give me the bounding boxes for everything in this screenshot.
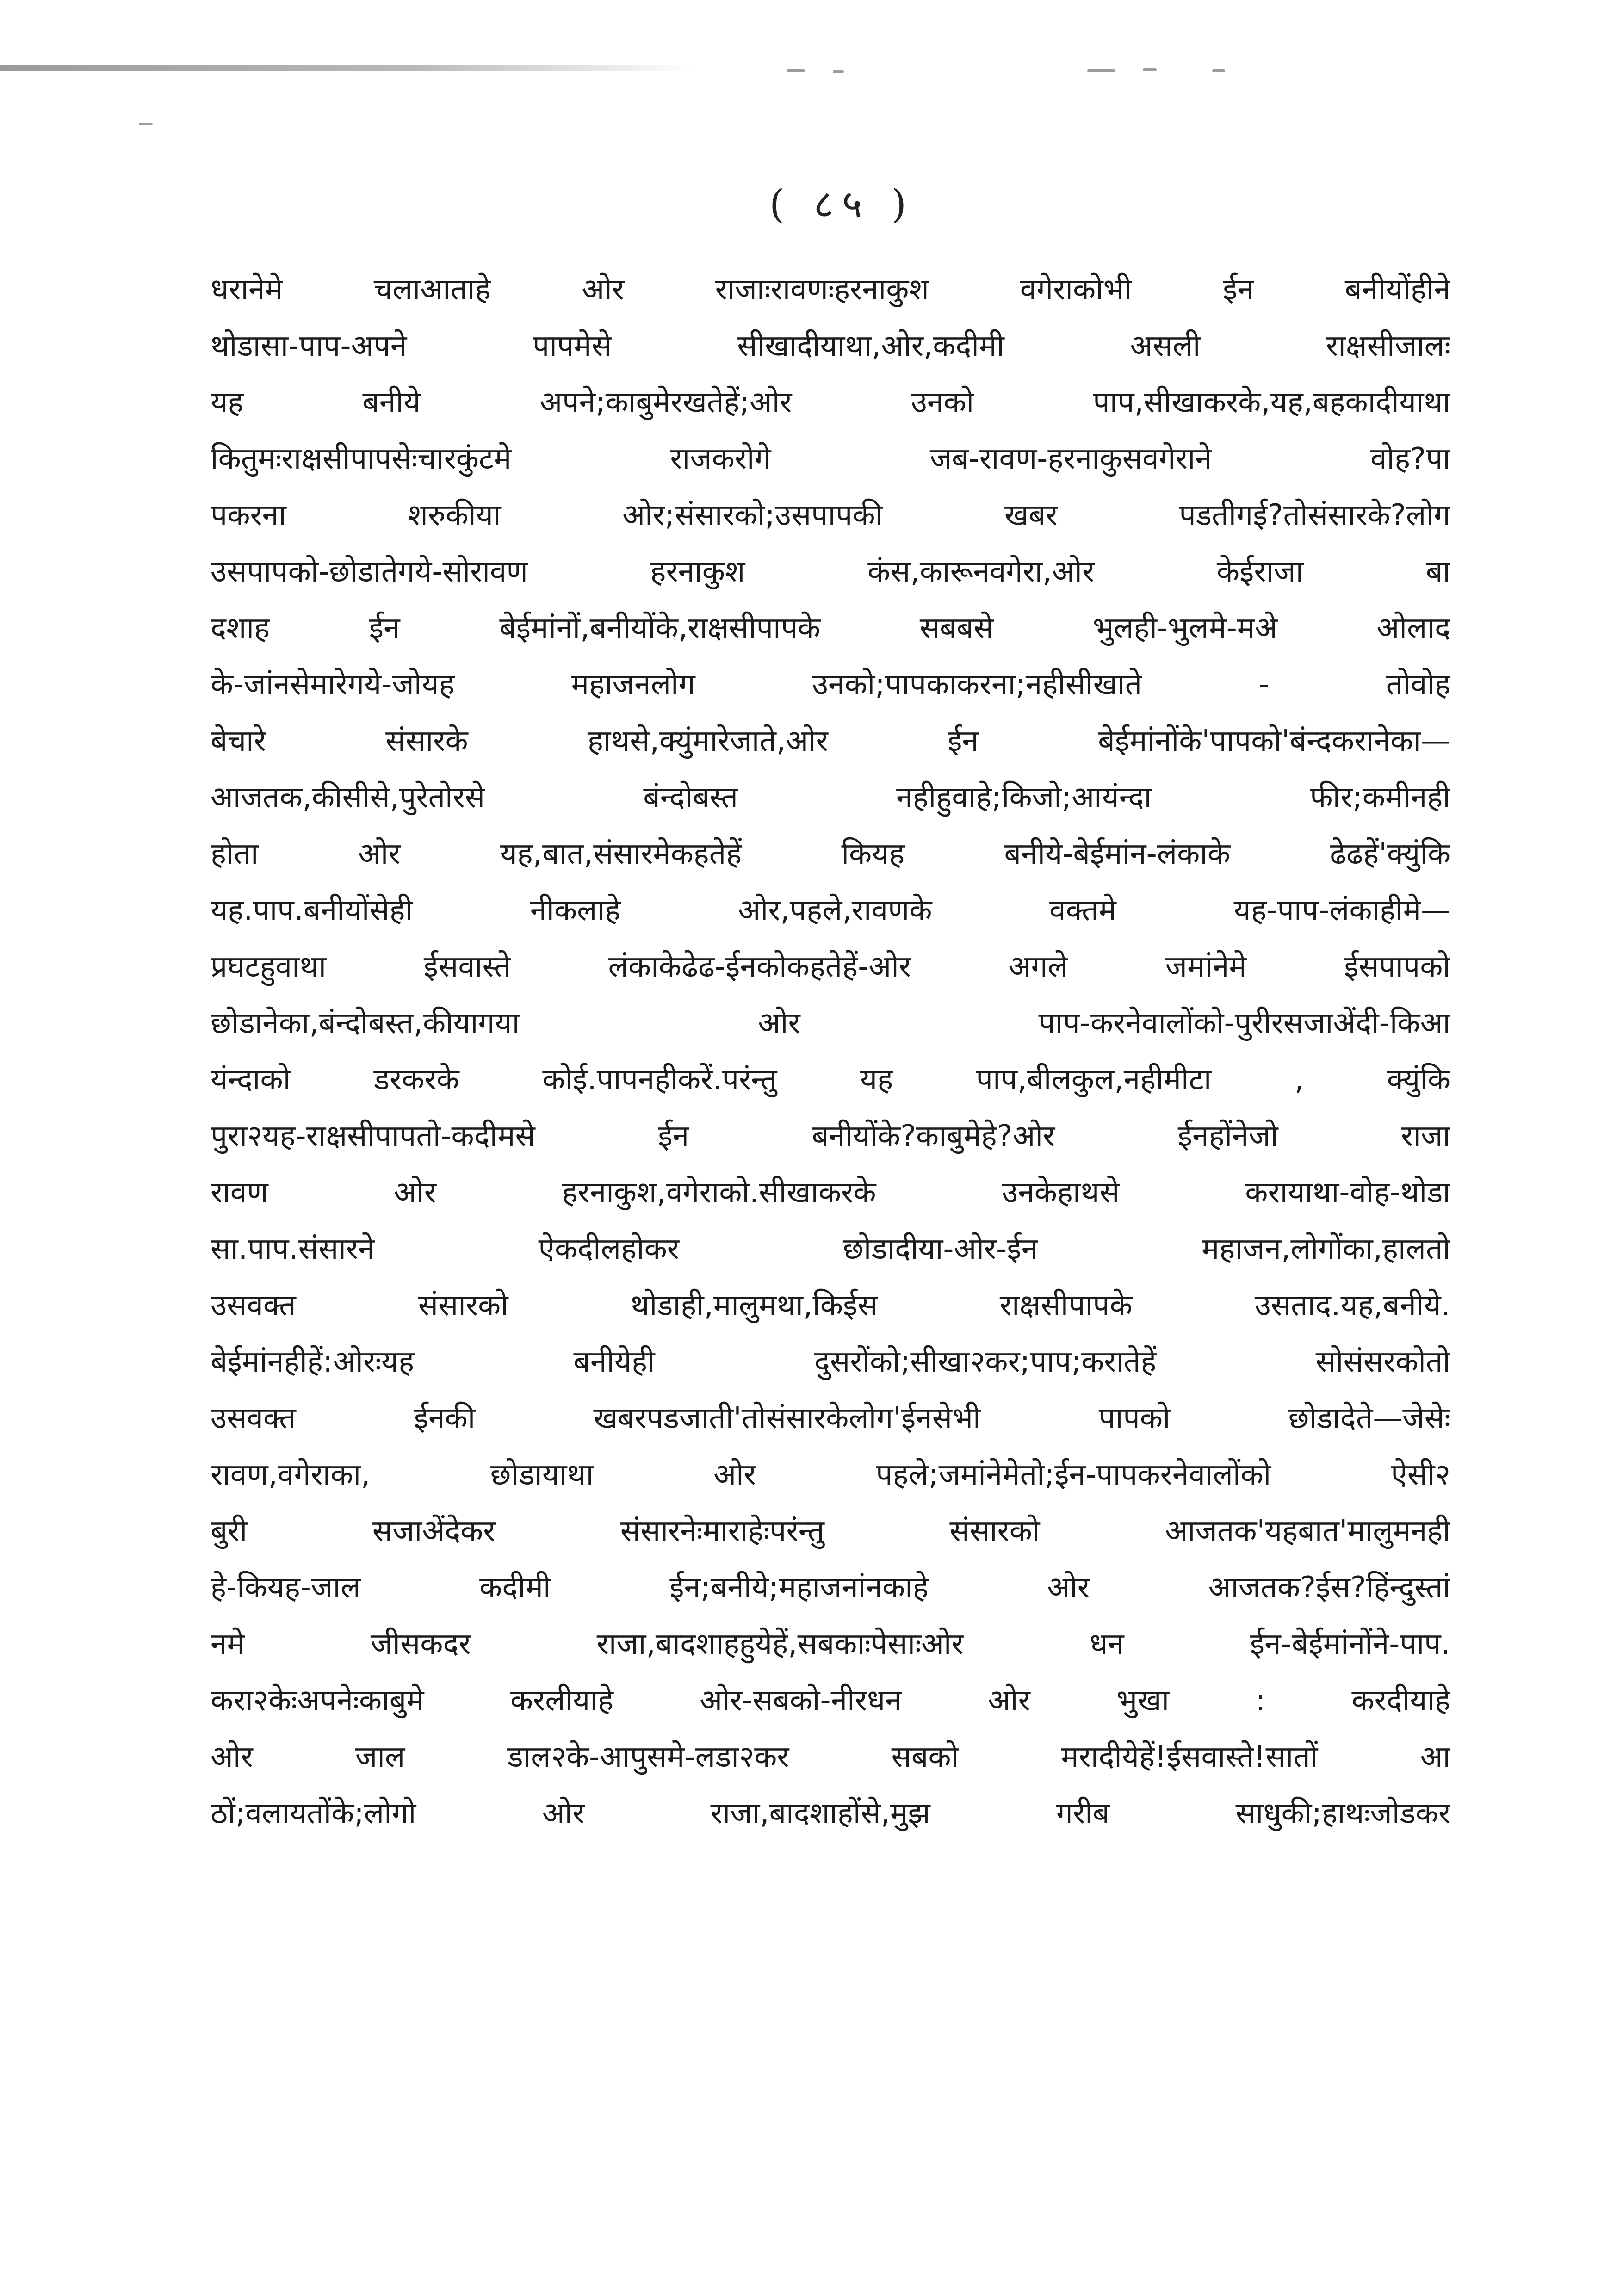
scan-speck xyxy=(787,69,805,72)
text-line: यह बनीये अपने;काबुमेरखतेहें;ओर उनको पाप,सीखाकरके,यह,बहकादीयाथा xyxy=(211,385,1450,420)
text-line: यह.पाप.बनीयोंसेही नीकलाहे ओर,पहले,रावणके वक्तमे यह-पाप-लंकाहीमे— xyxy=(211,893,1450,928)
scan-speck xyxy=(1087,69,1115,72)
text-line: पकरना शरुकीया ओर;संसारको;उसपापकी खबर पडतीगई?तोसंसारके?लोग xyxy=(211,498,1450,532)
text-line: बेईमांनहीहें:ओरःयह बनीयेही दुसरोंको;सीखा२कर;पाप;करातेहें सोसंसरकोतो xyxy=(211,1345,1450,1379)
text-line: दशाह ईन बेईमांनों,बनीयोंके,राक्षसीपापके सबबसे भुलही-भुलमे-मअे ओलाद xyxy=(211,611,1450,645)
scan-speck xyxy=(1212,69,1225,72)
text-line: यंन्दाको डरकरके कोई.पापनहीकरें.परंन्तु यह पाप,बीलकुल,नहीमीटा , क्युंकि xyxy=(211,1063,1450,1097)
text-line: सा.पाप.संसारने ऐकदीलहोकर छोडादीया-ओर-ईन महाजन,लोगोंका,हालतो xyxy=(211,1232,1450,1266)
text-line: रावण,वगेराका, छोडायाथा ओर पहले;जमांनेमेतो;ईन-पापकरनेवालोंको ऐसी२ xyxy=(211,1458,1450,1492)
text-line: धरानेमे चलाआताहे ओर राजाःरावणःहरनाकुश वगेराकोभी ईन बनीयोंहीने xyxy=(211,272,1450,307)
text-line: छोडानेका,बंन्दोबस्त,कीयागया ओर पाप-करनेवालोंको-पुरीरसजाअेंदी-किआ xyxy=(211,1006,1450,1040)
text-line: बुरी सजाअेंदेकर संसारनेःमाराहेःपरंन्तु संसारको आजतक'यहबात'मालुमनही xyxy=(211,1514,1450,1548)
page-number: ( ८५ ) xyxy=(769,181,915,227)
text-line: नमे जीसकदर राजा,बादशाहहुयेहें,सबकाःपेसाःओर धन ईन-बेईमांनोंने-पाप. xyxy=(211,1627,1450,1661)
text-line: आजतक,कीसीसे,पुरेतोरसे बंन्दोबस्त नहीहुवाहे;किजो;आयंन्दा फीर;कमीनही xyxy=(211,780,1450,815)
scan-speck xyxy=(833,70,844,73)
text-line: पुरा२यह-राक्षसीपापतो-कदीमसे ईन बनीयोंके?काबुमेहे?ओर ईनहोंनेजो राजा xyxy=(211,1119,1450,1153)
text-line: करा२केःअपनेःकाबुमे करलीयाहे ओर-सबको-नीरधन ओर भुखा : करदीयाहे xyxy=(211,1683,1450,1718)
text-line: कितुमःराक्षसीपापसेःचारकुंटमे राजकरोगे जब-रावण-हरनाकुसवगेराने वोह?पा xyxy=(211,442,1450,476)
text-line: थोडासा-पाप-अपने पापमेसे सीखादीयाथा,ओर,कदीमी असली राक्षसीजालः xyxy=(211,329,1450,363)
scan-speck xyxy=(1143,68,1157,71)
text-line: हे-कियह-जाल कदीमी ईन;बनीये;महाजनांनकाहे ओर आजतक?ईस?हिंन्दुस्तां xyxy=(211,1571,1450,1605)
text-line: प्रघटहुवाथा ईसवास्ते लंकाकेढेढ-ईनकोकहतेहें-ओर अगले जमांनेमे ईसपापको xyxy=(211,950,1450,984)
text-line: बेचारे संसारके हाथसे,क्युंमारेजाते,ओर ईन बेईमांनोंके'पापको'बंन्दकरानेका— xyxy=(211,724,1450,758)
text-line: रावण ओर हरनाकुश,वगेराको.सीखाकरके उनकेहाथसे करायाथा-वोह-थोडा xyxy=(211,1176,1450,1210)
text-line: उसवक्त संसारको थोडाही,मालुमथा,किईस राक्षसीपापके उसताद.यह,बनीये. xyxy=(211,1288,1450,1323)
text-line: के-जांनसेमारेगये-जोयह महाजनलोग उनको;पापकाकरना;नहीसीखाते - तोवोह xyxy=(211,668,1450,702)
text-line: ओर जाल डाल२के-आपुसमे-लडा२कर सबको मरादीयेहें!ईसवास्ते!सातों आ xyxy=(211,1740,1450,1774)
scan-speck xyxy=(139,123,153,125)
text-line: उसपापको-छोडातेगये-सोरावण हरनाकुश कंस,कारूनवगेरा,ओर केईराजा बा xyxy=(211,555,1450,589)
text-line: उसवक्त ईनकी खबरपडजाती'तोसंसारकेलोग'ईनसेभी पापको छोडादेते—जेसेः xyxy=(211,1401,1450,1436)
scan-top-edge-shadow xyxy=(0,65,694,71)
text-line: होता ओर यह,बात,संसारमेकहतेहें कियह बनीये-बेईमांन-लंकाके ढेढहें'क्युंकि xyxy=(211,837,1450,871)
page-body-text xyxy=(211,261,1450,1842)
text-line: ठों;वलायतोंके;लोगो ओर राजा,बादशाहोंसे,मुझ गरीब साधुकी;हाथःजोडकर xyxy=(211,1796,1450,1831)
